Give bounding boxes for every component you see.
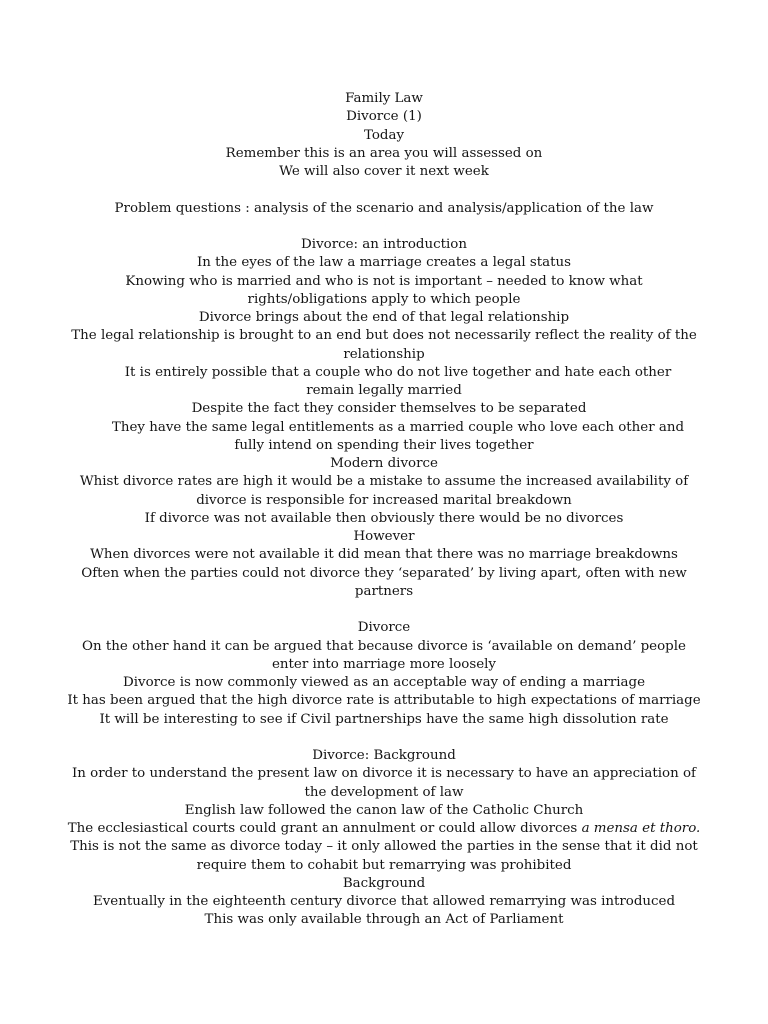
paragraph-line: Divorce is now commonly viewed as an acceptable way of ending a marriage <box>122 675 645 690</box>
paragraph-line: the development of law <box>304 784 464 800</box>
section-heading-divorce: Divorce <box>357 620 411 636</box>
section-heading-background: Divorce: Background <box>312 748 456 763</box>
next-week-note: We will also cover it next week <box>279 164 489 179</box>
spacer <box>0 181 768 199</box>
paragraph-line: remain legally married <box>306 383 462 398</box>
document-page <box>0 90 768 930</box>
ecclesiastical-line <box>0 820 768 838</box>
ecclesiastical-text: The ecclesiastical courts could grant an annulment or could allow divorces <box>67 821 582 836</box>
paragraph-line: This was only available through an Act of Parliament <box>204 912 564 928</box>
paragraph-line: The legal relationship is brought to an end but does not necessarily reflect the reality of the <box>71 328 697 344</box>
background-subheading: Background <box>342 875 426 891</box>
paragraph-line: This is not the same as divorce today – it only allowed the parties in the sense that it did not <box>70 839 698 855</box>
latin-phrase: a mensa et thoro. <box>581 821 701 836</box>
topic-title: Divorce (1) <box>346 109 422 125</box>
paragraph-line: Often when the parties could not divorce they ‘separated’ by living apart, often with new <box>81 565 687 581</box>
paragraph-line: rights/obligations apply to which people <box>247 291 521 307</box>
spacer <box>0 601 768 619</box>
paragraph-line: Eventually in the eighteenth century divorce that allowed remarrying was introduced <box>92 894 676 909</box>
paragraph-line: partners <box>354 583 414 599</box>
paragraph-line: enter into marriage more loosely <box>271 656 496 672</box>
paragraph-line: Knowing who is married and who is not is important – needed to know what <box>125 273 643 289</box>
paragraph-line: fully intend on spending their lives together <box>234 437 534 453</box>
however-heading: However <box>353 529 415 544</box>
paragraph-line: Divorce brings about the end of that legal relationship <box>198 310 570 325</box>
paragraph-line: relationship <box>343 346 425 362</box>
subject-title: Family Law <box>345 91 423 106</box>
paragraph-line: On the other hand it can be argued that because divorce is ‘available on demand’ people <box>82 638 686 654</box>
paragraph-line: In order to understand the present law on divorce it is necessary to have an appreciation of <box>72 766 696 782</box>
paragraph-line: In the eyes of the law a marriage creates a legal status <box>197 255 571 271</box>
assessment-reminder: Remember this is an area you will assessed on <box>225 145 543 161</box>
paragraph-line: Whist divorce rates are high it would be a mistake to assume the increased availability of <box>79 474 689 490</box>
paragraph-line: They have the same legal entitlements as a married couple who love each other and <box>111 419 685 435</box>
paragraph-line: divorce is responsible for increased marital breakdown <box>196 492 572 508</box>
today-label: Today <box>363 127 405 143</box>
section-heading-modern-divorce: Modern divorce <box>330 456 438 471</box>
paragraph-line: Despite the fact they consider themselves to be separated <box>191 401 587 417</box>
paragraph-line: When divorces were not available it did mean that there was no marriage breakdowns <box>90 547 678 563</box>
paragraph-line: If divorce was not available then obviously there would be no divorces <box>144 510 624 526</box>
spacer <box>0 729 768 747</box>
paragraph-line: It is entirely possible that a couple who do not live together and hate each other <box>124 364 672 380</box>
paragraph-line: It has been argued that the high divorce rate is attributable to high expectations of marriage <box>67 693 701 709</box>
spacer <box>0 218 768 236</box>
problem-questions-note: Problem questions : analysis of the scenario and analysis/application of the law <box>114 200 654 216</box>
paragraph-line: English law followed the canon law of the Catholic Church <box>184 802 584 818</box>
section-heading-introduction: Divorce: an introduction <box>301 237 467 252</box>
paragraph-line: It will be interesting to see if Civil partnerships have the same high dissolution rate <box>99 711 669 727</box>
paragraph-line: require them to cohabit but remarrying was prohibited <box>196 857 572 873</box>
